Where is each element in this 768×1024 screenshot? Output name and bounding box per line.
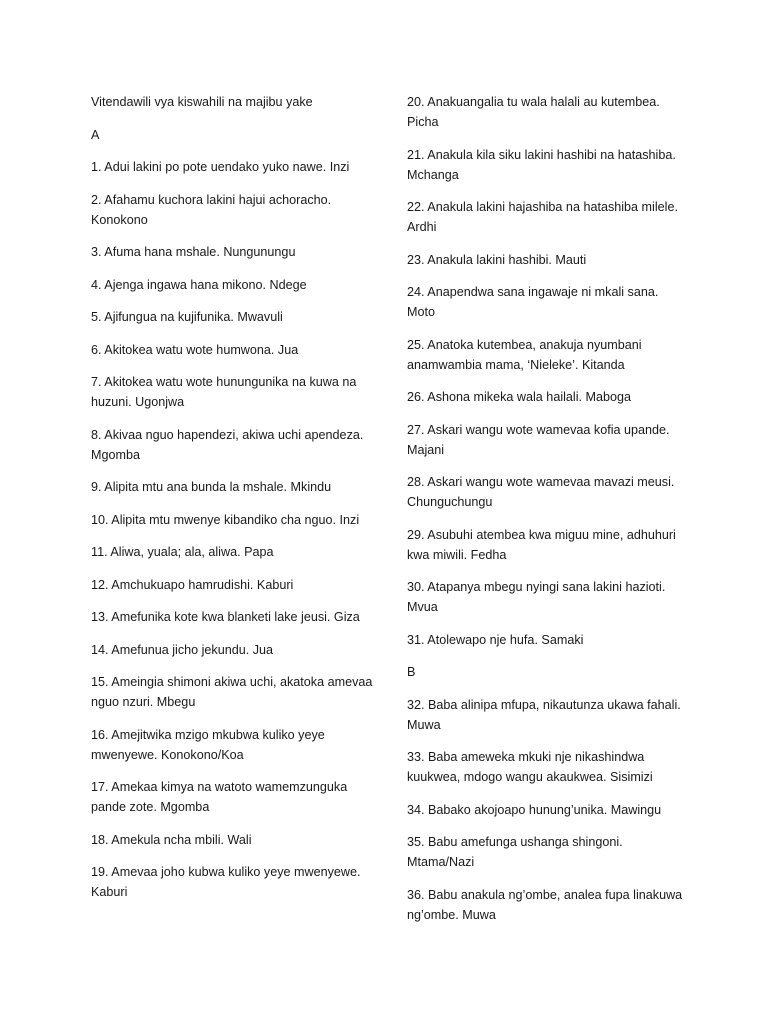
riddle-item: 7. Akitokea watu wote hunungunika na kuwa na huzuni. Ugonjwa xyxy=(91,375,357,409)
riddle-item: 14. Amefunua jicho jekundu. Jua xyxy=(91,642,274,657)
riddle-item: 10. Alipita mtu mwenye kibandiko cha nguo. Inzi xyxy=(91,512,360,527)
riddle-item: 21. Anakula kila siku lakini hashibi na hatashiba. Mchanga xyxy=(407,147,676,182)
right-column xyxy=(407,92,689,937)
riddle-item: 19. Amevaa joho kubwa kuliko yeye mwenyewe. Kaburi xyxy=(91,865,361,899)
riddle-item: 20. Anakuangalia tu wala halali au kutembea. Picha xyxy=(407,95,660,129)
riddle-item: 30. Atapanya mbegu nyingi sana lakini hazioti. Mvua xyxy=(407,580,666,614)
riddle-item: 35. Babu amefunga ushanga shingoni. Mtama/Nazi xyxy=(407,835,623,869)
riddle-item: 11. Aliwa, yuala; ala, aliwa. Papa xyxy=(91,545,274,559)
document-title: Vitendawili vya kiswahili na majibu yake xyxy=(91,95,313,109)
riddle-item: 29. Asubuhi atembea kwa miguu mine, adhuhuri kwa miwili. Fedha xyxy=(407,527,676,562)
riddle-item: 33. Baba ameweka mkuki nje nikashindwa kuukwea, mdogo wangu akaukwea. Sisimizi xyxy=(407,750,653,784)
riddle-item: 27. Askari wangu wote wamevaa kofia upande. Majani xyxy=(407,422,670,457)
riddle-item: 2. Afahamu kuchora lakini hajui achoracho. Konokono xyxy=(91,192,332,227)
riddle-item: 5. Ajifungua na kujifunika. Mwavuli xyxy=(91,310,283,324)
riddle-item: 25. Anatoka kutembea, anakuja nyumbani anamwambia mama, ‘Nieleke’. Kitanda xyxy=(407,337,642,372)
riddle-item: 32. Baba alinipa mfupa, nikautunza ukawa fahali. Muwa xyxy=(407,697,681,732)
riddle-item: 24. Anapendwa sana ingawaje ni mkali sana. Moto xyxy=(407,285,659,319)
riddle-item: 13. Amefunika kote kwa blanketi lake jeusi. Giza xyxy=(91,610,360,624)
riddle-item: 9. Alipita mtu ana bunda la mshale. Mkindu xyxy=(91,480,332,494)
section-heading-a: A xyxy=(91,127,100,142)
riddle-item: 28. Askari wangu wote wamevaa mavazi meusi. Chunguchungu xyxy=(407,475,675,509)
riddle-item: 17. Amekaa kimya na watoto wamemzunguka pande zote. Mgomba xyxy=(91,780,348,814)
riddle-item: 1. Adui lakini po pote uendako yuko nawe. Inzi xyxy=(91,160,350,174)
riddle-item: 31. Atolewapo nje hufa. Samaki xyxy=(407,632,584,647)
riddle-item: 8. Akivaa nguo hapendezi, akiwa uchi apendeza. Mgomba xyxy=(91,427,364,462)
section-heading-b: B xyxy=(407,665,416,679)
left-column xyxy=(91,92,373,915)
riddle-item: 34. Babako akojoapo hunung’unika. Mawingu xyxy=(407,802,662,817)
riddle-item: 23. Anakula lakini hashibi. Mauti xyxy=(407,252,587,267)
riddle-item: 15. Ameingia shimoni akiwa uchi, akatoka amevaa nguo nzuri. Mbegu xyxy=(91,675,373,709)
riddle-item: 3. Afuma hana mshale. Nungunungu xyxy=(91,245,296,259)
riddle-item: 18. Amekula ncha mbili. Wali xyxy=(91,832,252,847)
riddle-item: 12. Amchukuapo hamrudishi. Kaburi xyxy=(91,577,294,592)
riddle-item: 26. Ashona mikeka wala hailali. Maboga xyxy=(407,390,632,404)
riddle-item: 4. Ajenga ingawa hana mikono. Ndege xyxy=(91,277,307,292)
riddle-item: 16. Amejitwika mzigo mkubwa kuliko yeye mwenyewe. Konokono/Koa xyxy=(91,727,325,762)
riddle-item: 6. Akitokea watu wote humwona. Jua xyxy=(91,342,299,357)
riddle-item: 22. Anakula lakini hajashiba na hatashiba milele. Ardhi xyxy=(407,200,678,234)
riddle-item: 36. Babu anakula ng’ombe, analea fupa linakuwa ng’ombe. Muwa xyxy=(407,887,683,922)
